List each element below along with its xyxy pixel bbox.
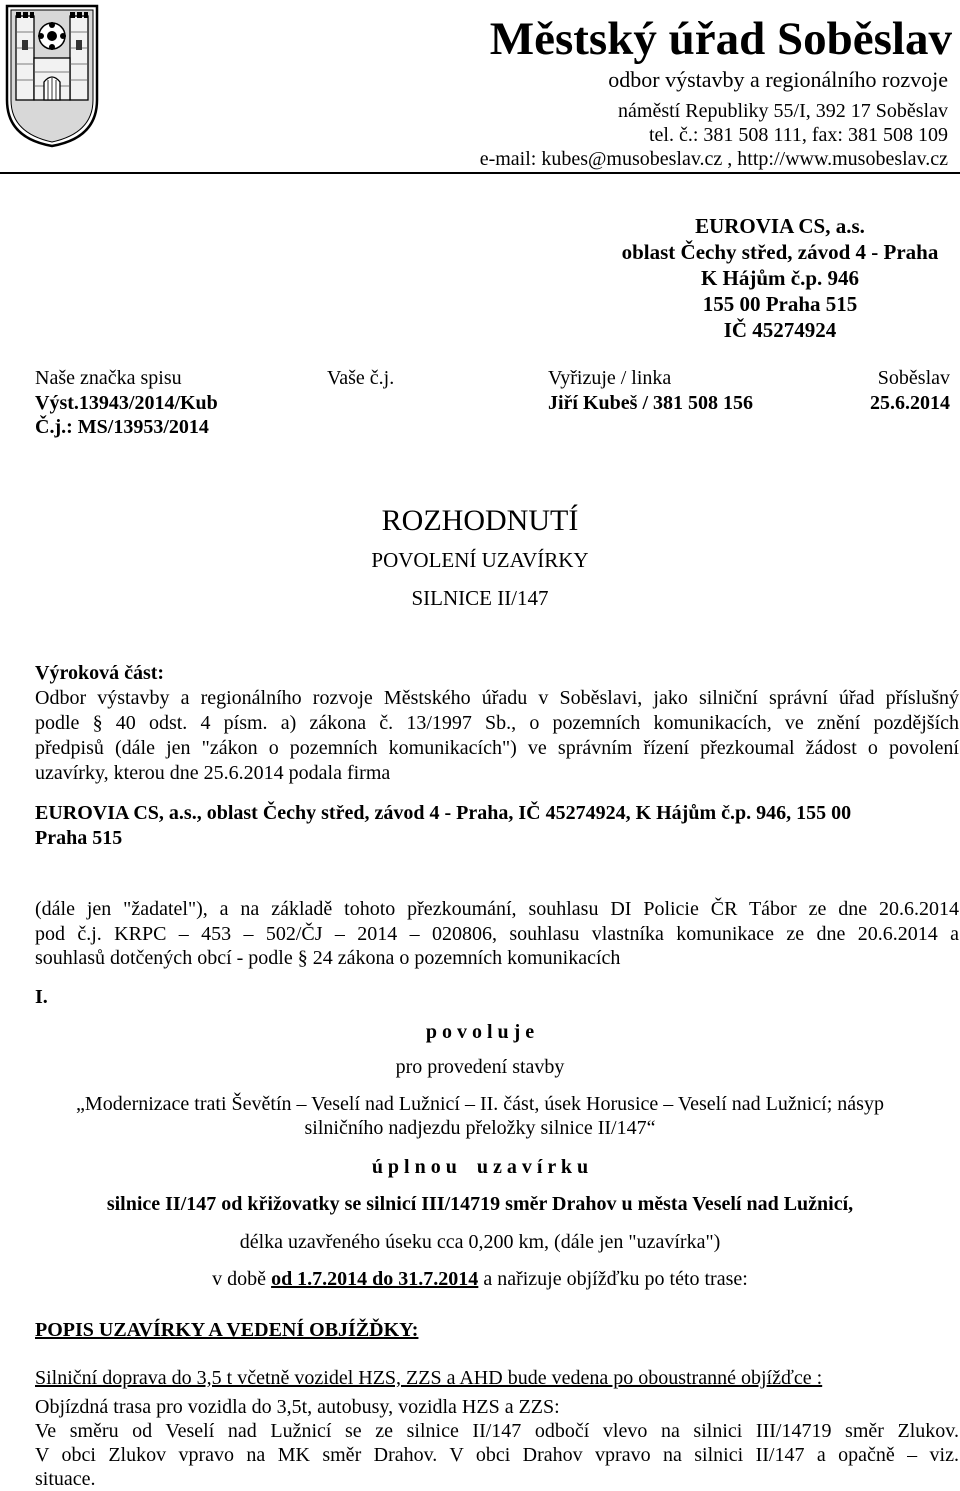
closure-type: ú p l n o u u z a v í r k u <box>371 1156 589 1178</box>
period-prefix: v době <box>212 1268 272 1290</box>
address-line: náměstí Republiky 55/I, 392 17 Soběslav <box>618 100 948 122</box>
applicant-line: Praha 515 <box>35 827 123 849</box>
recipient-name: EUROVIA CS, a.s. <box>695 214 865 238</box>
our-ref-label: Naše značka spisu <box>35 367 182 389</box>
town-emblem-icon <box>4 2 100 148</box>
route-line: Ve směru od Veselí nad Lužnicí se ze silnice II/147 odbočí vlevo na silnici III/14719 směr Zlukov. <box>35 1420 959 1442</box>
period-line <box>0 1268 960 1291</box>
case-number: Č.j.: MS/13953/2014 <box>35 416 209 438</box>
detour-heading: POPIS UZAVÍRKY A VEDENÍ OBJÍŽĎKY: <box>35 1319 419 1341</box>
department-line: odbor výstavby a regionálního rozvoje <box>608 67 948 92</box>
paragraph-line: Odbor výstavby a regionálního rozvoje Městského úřadu v Soběslavi, jako silniční správní úřad příslušný <box>35 687 959 709</box>
roman-numeral: I. <box>35 986 48 1008</box>
recipient-city: 155 00 Praha 515 <box>702 292 858 316</box>
paragraph-line: souhlasů dotčených obcí - podle § 24 zákona o pozemních komunikacích <box>35 947 621 969</box>
period-dates: od 1.7.2014 do 31.7.2014 <box>271 1268 479 1290</box>
route-intro: Objízdná trasa pro vozidla do 3,5t, autobusy, vozidla HZS a ZZS: <box>35 1396 560 1418</box>
office-name: Městský úřad Soběslav <box>489 13 952 65</box>
place-label: Soběslav <box>877 367 950 389</box>
period-suffix: a nařizuje objížďku po této trase: <box>478 1268 748 1290</box>
date-value: 25.6.2014 <box>870 392 950 414</box>
paragraph-line: (dále jen "žadatel"), a na základě tohoto přezkoumání, souhlasu DI Policie ČR Tábor ze dne 20.6.2014 <box>35 898 959 920</box>
handler-label: Vyřizuje / linka <box>548 367 672 389</box>
purpose-line: pro provedení stavby <box>395 1056 565 1078</box>
your-ref-label: Vaše č.j. <box>327 367 395 389</box>
header-divider <box>0 172 960 174</box>
recipient-ic: IČ 45274924 <box>723 318 837 342</box>
project-line: „Modernizace trati Ševětín – Veselí nad Lužnicí – II. část, úsek Horusice – Veselí nad Lužnicí; násyp <box>76 1093 884 1115</box>
permits-heading: p o v o l u j e <box>425 1021 535 1043</box>
handler-value: Jiří Kubeš / 381 508 156 <box>548 392 754 414</box>
paragraph-line: předpisů (dále jen "zákon o pozemních komunikacích") ve správním řízení přezkoumal žádost o povolení <box>35 737 959 759</box>
road-description: silnice II/147 od křižovatky se silnicí III/14719 směr Drahov u města Veselí nad Lužnicí, <box>106 1193 854 1215</box>
paragraph-line: podle § 40 odst. 4 písm. a) zákona č. 13/1997 Sb., o pozemních komunikacích, ve znění pozdějších <box>35 712 959 734</box>
route-line: V obci Zlukov vpravo na MK směr Drahov. V obci Drahov vpravo na silnici II/147 a opačně – viz. <box>35 1444 959 1466</box>
recipient-street: K Hájům č.p. 946 <box>700 266 860 290</box>
phone-line: tel. č.: 381 508 111, fax: 381 508 109 <box>648 124 948 146</box>
length-line: délka uzavřeného úseku cca 0,200 km, (dále jen "uzavírka") <box>239 1231 721 1253</box>
paragraph-line: uzavírky, kterou dne 25.6.2014 podala firma <box>35 762 391 784</box>
applicant-line: EUROVIA CS, a.s., oblast Čechy střed, závod 4 - Praha, IČ 45274924, K Hájům č.p. 946, 155 00 <box>35 802 852 824</box>
contact-line: e-mail: kubes@musobeslav.cz , http://www.musobeslav.cz <box>479 148 948 170</box>
our-ref-value: Výst.13943/2014/Kub <box>35 392 218 414</box>
decision-subtitle-1: POVOLENÍ UZAVÍRKY <box>371 548 589 572</box>
paragraph-line: pod č.j. KRPC – 453 – 502/ČJ – 2014 – 020806, souhlasu vlastníka komunikace ze dne 20.6.2014 a <box>35 923 959 945</box>
project-line: silničního nadjezdu přeložky silnice II/147“ <box>304 1117 656 1139</box>
route-line: situace. <box>35 1468 96 1490</box>
decision-subtitle-2: SILNICE II/147 <box>411 586 549 610</box>
detour-note: Silniční doprava do 3,5 t včetně vozidel HZS, ZZS a AHD bude vedena po oboustranné objížďce : <box>35 1367 823 1389</box>
recipient-branch: oblast Čechy střed, závod 4 - Praha <box>621 240 939 264</box>
section-heading: Výroková část: <box>35 662 165 684</box>
decision-title: ROZHODNUTÍ <box>381 504 579 537</box>
